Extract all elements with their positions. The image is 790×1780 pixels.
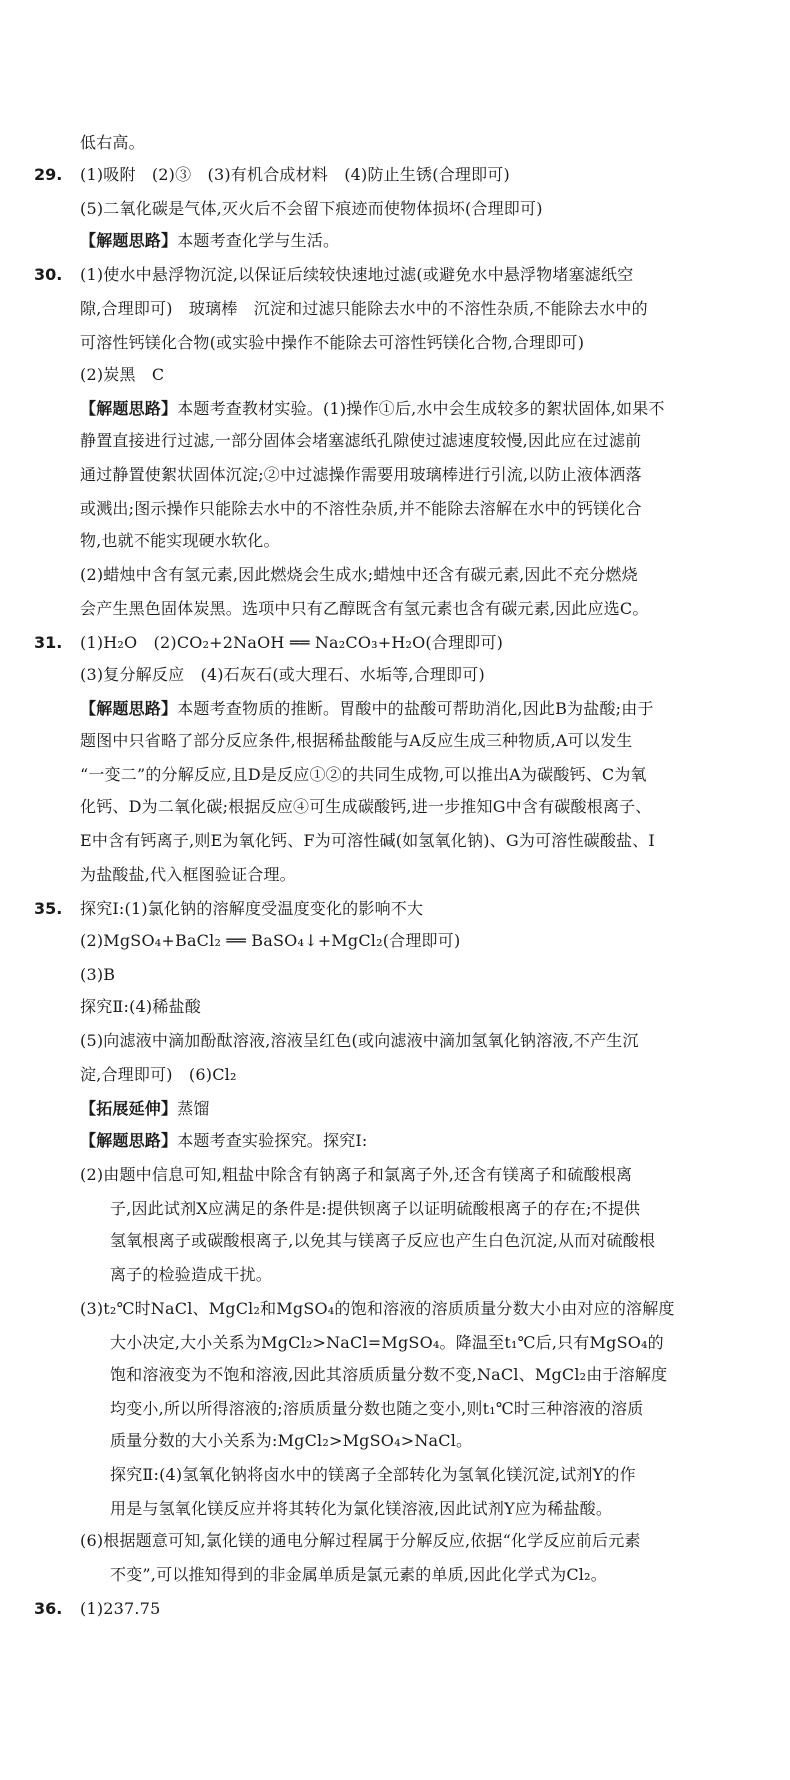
- answer-line: [80, 1596, 740, 1622]
- answer-line: [80, 994, 740, 1020]
- answer-line: [80, 794, 740, 820]
- line-text: (5)向滤液中滴加酚酞溶液,溶液呈红色(或向滤液中滴加氢氧化钠溶液,不产生沉: [80, 1031, 639, 1050]
- answer-line: [80, 1028, 740, 1054]
- line-text: 探究Ⅱ:(4)稀盐酸: [80, 997, 201, 1016]
- answer-line: [110, 1362, 770, 1388]
- line-text: E中含有钙离子,则E为氧化钙、F为可溶性碱(如氢氧化钠)、G为可溶性碳酸盐、I: [80, 831, 655, 850]
- line-text: 题图中只省略了部分反应条件,根据稀盐酸能与A反应生成三种物质,A可以发生: [80, 731, 633, 750]
- line-text: 本题考查化学与生活。: [177, 231, 340, 250]
- line-text: (2)蜡烛中含有氢元素,因此燃烧会生成水;蜡烛中还含有碳元素,因此不充分燃烧: [80, 565, 638, 584]
- answer-line: [80, 1128, 740, 1154]
- line-text: 为盐酸盐,代入框图验证合理。: [80, 865, 296, 884]
- answer-line: [80, 396, 740, 422]
- line-text: 化钙、D为二氧化碳;根据反应④可生成碳酸钙,进一步推知G中含有碳酸根离子、: [80, 797, 652, 816]
- answer-line: [80, 662, 740, 688]
- answer-line: [80, 962, 740, 988]
- line-text: 本题考查实验探究。探究Ⅰ:: [177, 1131, 368, 1150]
- line-text: 淀,合理即可) (6)Cl₂: [80, 1065, 237, 1084]
- answer-line: [80, 696, 740, 722]
- answer-line: [110, 1496, 770, 1522]
- question-number: 30.: [34, 265, 63, 284]
- answer-line: [110, 1228, 770, 1254]
- answer-line: [80, 228, 740, 254]
- answer-line: [80, 1296, 740, 1322]
- answer-line: [80, 528, 740, 554]
- line-text: 通过静置使絮状固体沉淀;②中过滤操作需要用玻璃棒进行引流,以防止液体洒落: [80, 465, 642, 484]
- line-text: 蒸馏: [177, 1099, 210, 1118]
- line-text: (1)237.75: [80, 1599, 161, 1618]
- line-text: 静置直接进行过滤,一部分固体会堵塞滤纸孔隙使过滤速度较慢,因此应在过滤前: [80, 431, 642, 450]
- answer-line: [80, 262, 740, 288]
- answer-line: [80, 762, 740, 788]
- line-text: 会产生黑色固体炭黑。选项中只有乙醇既含有氢元素也含有碳元素,因此应选C。: [80, 599, 649, 618]
- answer-line: [110, 1396, 770, 1422]
- question-number: 35.: [34, 899, 63, 918]
- line-text: 探究Ⅰ:(1)氯化钠的溶解度受温度变化的影响不大: [80, 899, 424, 918]
- answer-line: [80, 896, 740, 922]
- answer-line: [80, 296, 740, 322]
- answer-line: [80, 330, 740, 356]
- line-text: (5)二氧化碳是气体,灭火后不会留下痕迹而使物体损坏(合理即可): [80, 199, 543, 218]
- answer-line: [80, 562, 740, 588]
- line-text: “一变二”的分解反应,且D是反应①②的共同生成物,可以推出A为碳酸钙、C为氧: [80, 765, 647, 784]
- answer-line: [110, 1262, 770, 1288]
- line-text: 探究Ⅱ:(4)氢氧化钠将卤水中的镁离子全部转化为氢氧化镁沉淀,试剂Y的作: [110, 1465, 636, 1484]
- line-text: (1)H₂O (2)CO₂+2NaOH ══ Na₂CO₃+H₂O(合理即可): [80, 633, 504, 652]
- answer-line: [80, 1096, 740, 1122]
- line-text: 本题考查教材实验。(1)操作①后,水中会生成较多的絮状固体,如果不: [177, 399, 665, 418]
- line-text: 质量分数的大小关系为:MgCl₂>MgSO₄>NaCl。: [110, 1431, 473, 1450]
- question-number: 31.: [34, 633, 63, 652]
- line-text: (1)吸附 (2)③ (3)有机合成材料 (4)防止生锈(合理即可): [80, 165, 510, 184]
- answer-line: [80, 928, 740, 954]
- line-text: (2)炭黑 C: [80, 365, 165, 384]
- line-text: 物,也就不能实现硬水软化。: [80, 531, 280, 550]
- answer-line: [110, 1562, 770, 1588]
- line-text: 氢氧根离子或碳酸根离子,以免其与镁离子反应也产生白色沉淀,从而对硫酸根: [110, 1231, 656, 1250]
- question-number: 29.: [34, 165, 63, 184]
- answer-line: [110, 1330, 770, 1356]
- line-text: 用是与氢氧化镁反应并将其转化为氯化镁溶液,因此试剂Y应为稀盐酸。: [110, 1499, 613, 1518]
- line-text: 饱和溶液变为不饱和溶液,因此其溶质质量分数不变,NaCl、MgCl₂由于溶解度: [110, 1365, 668, 1384]
- answer-line: [80, 728, 740, 754]
- answer-line: [110, 1196, 770, 1222]
- line-text: 离子的检验造成干扰。: [110, 1265, 273, 1284]
- section-tag: 【拓展延伸】: [80, 1099, 178, 1118]
- answer-line: [80, 1162, 740, 1188]
- answer-line: [110, 1428, 770, 1454]
- line-text: (2)MgSO₄+BaCl₂ ══ BaSO₄↓+MgCl₂(合理即可): [80, 931, 461, 950]
- answer-line: [110, 1462, 770, 1488]
- line-text: 不变”,可以推知得到的非金属单质是氯元素的单质,因此化学式为Cl₂。: [110, 1565, 607, 1584]
- question-number: 36.: [34, 1599, 63, 1618]
- answer-line: [80, 1528, 740, 1554]
- line-text: 均变小,所以所得溶液的;溶质质量分数也随之变小,则t₁℃时三种溶液的溶质: [110, 1399, 644, 1418]
- line-text: (1)使水中悬浮物沉淀,以保证后续较快速地过滤(或避免水中悬浮物堵塞滤纸空: [80, 265, 634, 284]
- line-text: (3)B: [80, 965, 116, 984]
- answer-line: [80, 162, 740, 188]
- line-text: 隙,合理即可) 玻璃棒 沉淀和过滤只能除去水中的不溶性杂质,不能除去水中的: [80, 299, 648, 318]
- line-text: 可溶性钙镁化合物(或实验中操作不能除去可溶性钙镁化合物,合理即可): [80, 333, 585, 352]
- answer-line: [80, 862, 740, 888]
- line-text: 大小决定,大小关系为MgCl₂>NaCl=MgSO₄。降温至t₁℃后,只有MgSO₄的: [110, 1333, 664, 1352]
- answer-line: [80, 496, 740, 522]
- answer-line: [80, 428, 740, 454]
- answer-line: [80, 462, 740, 488]
- line-text: 或溅出;图示操作只能除去水中的不溶性杂质,并不能除去溶解在水中的钙镁化合: [80, 499, 642, 518]
- line-text: 低右高。: [80, 133, 145, 152]
- answer-line: [80, 1062, 740, 1088]
- answer-line: [80, 828, 740, 854]
- line-text: (3)t₂℃时NaCl、MgCl₂和MgSO₄的饱和溶液的溶质质量分数大小由对应的溶解度: [80, 1299, 675, 1318]
- line-text: (6)根据题意可知,氯化镁的通电分解过程属于分解反应,依据“化学反应前后元素: [80, 1531, 641, 1550]
- answer-line: [80, 196, 740, 222]
- answer-line: [80, 130, 740, 156]
- section-tag: 【解题思路】: [80, 1131, 178, 1150]
- line-text: 本题考查物质的推断。胃酸中的盐酸可帮助消化,因此B为盐酸;由于: [177, 699, 654, 718]
- line-text: (3)复分解反应 (4)石灰石(或大理石、水垢等,合理即可): [80, 665, 485, 684]
- line-text: 子,因此试剂X应满足的条件是:提供钡离子以证明硫酸根离子的存在;不提供: [110, 1199, 641, 1218]
- answer-line: [80, 596, 740, 622]
- section-tag: 【解题思路】: [80, 399, 178, 418]
- section-tag: 【解题思路】: [80, 699, 178, 718]
- line-text: (2)由题中信息可知,粗盐中除含有钠离子和氯离子外,还含有镁离子和硫酸根离: [80, 1165, 633, 1184]
- answer-line: [80, 630, 740, 656]
- section-tag: 【解题思路】: [80, 231, 178, 250]
- answer-line: [80, 362, 740, 388]
